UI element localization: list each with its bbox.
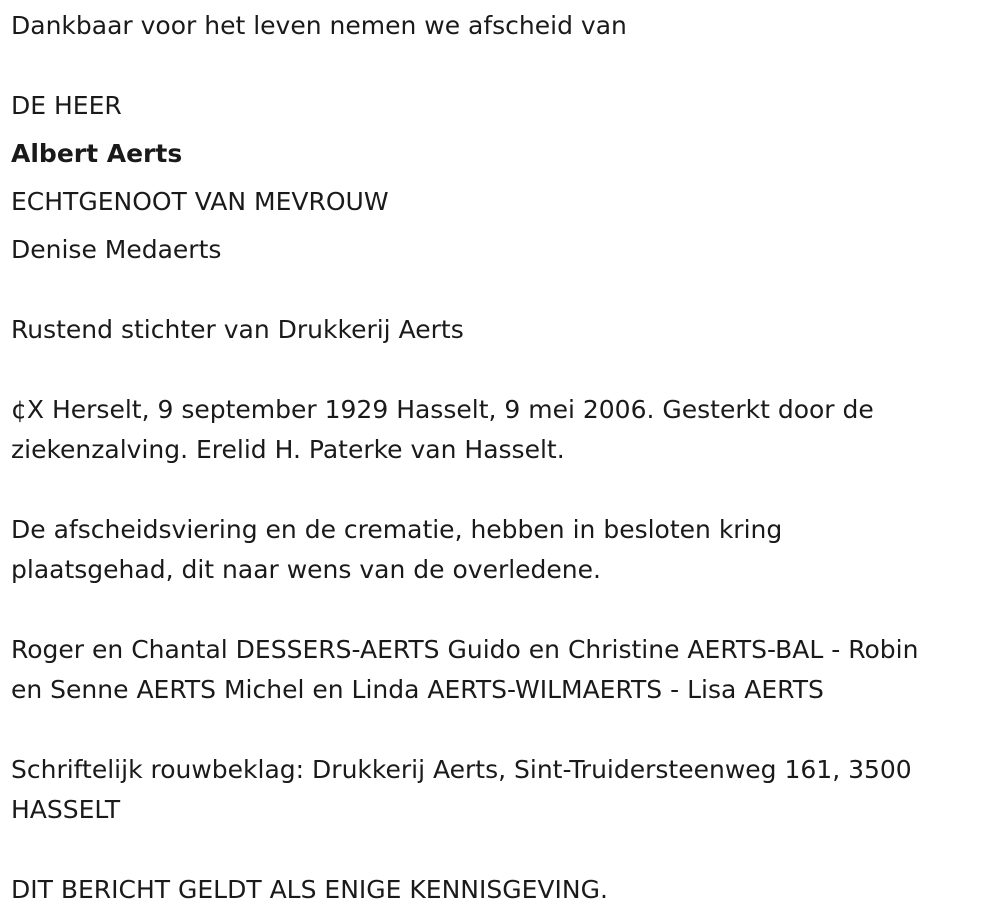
dates-line-2: ziekenzalving. Erelid H. Paterke van Hasselt.: [11, 435, 565, 464]
ceremony-line-2: plaatsgehad, dit naar wens van de overledene.: [11, 555, 601, 584]
spouse-name: Denise Medaerts: [11, 235, 222, 264]
spacer: [11, 126, 970, 134]
condolence-line-2: HASSELT: [11, 795, 121, 824]
intro-text: Dankbaar voor het leven nemen we afscheid van: [11, 11, 627, 40]
spacer: [11, 590, 970, 630]
deceased-name: Albert Aerts: [11, 139, 183, 168]
spacer: [11, 710, 970, 750]
condolence-line-1: Schriftelijk rouwbeklag: Drukkerij Aerts, Sint-Truidersteenweg 161, 3500: [11, 755, 912, 784]
spacer: [11, 174, 970, 182]
ceremony-line-1: De afscheidsviering en de crematie, hebben in besloten kring: [11, 515, 783, 544]
spacer: [11, 350, 970, 390]
title-prefix: DE HEER: [11, 91, 122, 120]
spacer: [11, 830, 970, 870]
spacer: [11, 222, 970, 230]
role-text: Rustend stichter van Drukkerij Aerts: [11, 315, 464, 344]
spouse-label: ECHTGENOOT VAN MEVROUW: [11, 187, 389, 216]
family-line-1: Roger en Chantal DESSERS-AERTS Guido en Christine AERTS-BAL - Robin: [11, 635, 919, 664]
closing-text: DIT BERICHT GELDT ALS ENIGE KENNISGEVING.: [11, 875, 608, 904]
dates-line-1: ¢X Herselt, 9 september 1929 Hasselt, 9 mei 2006. Gesterkt door de: [11, 395, 874, 424]
family-line-2: en Senne AERTS Michel en Linda AERTS-WILMAERTS - Lisa AERTS: [11, 675, 824, 704]
spacer: [11, 46, 970, 86]
spacer: [11, 270, 970, 310]
spacer: [11, 470, 970, 510]
